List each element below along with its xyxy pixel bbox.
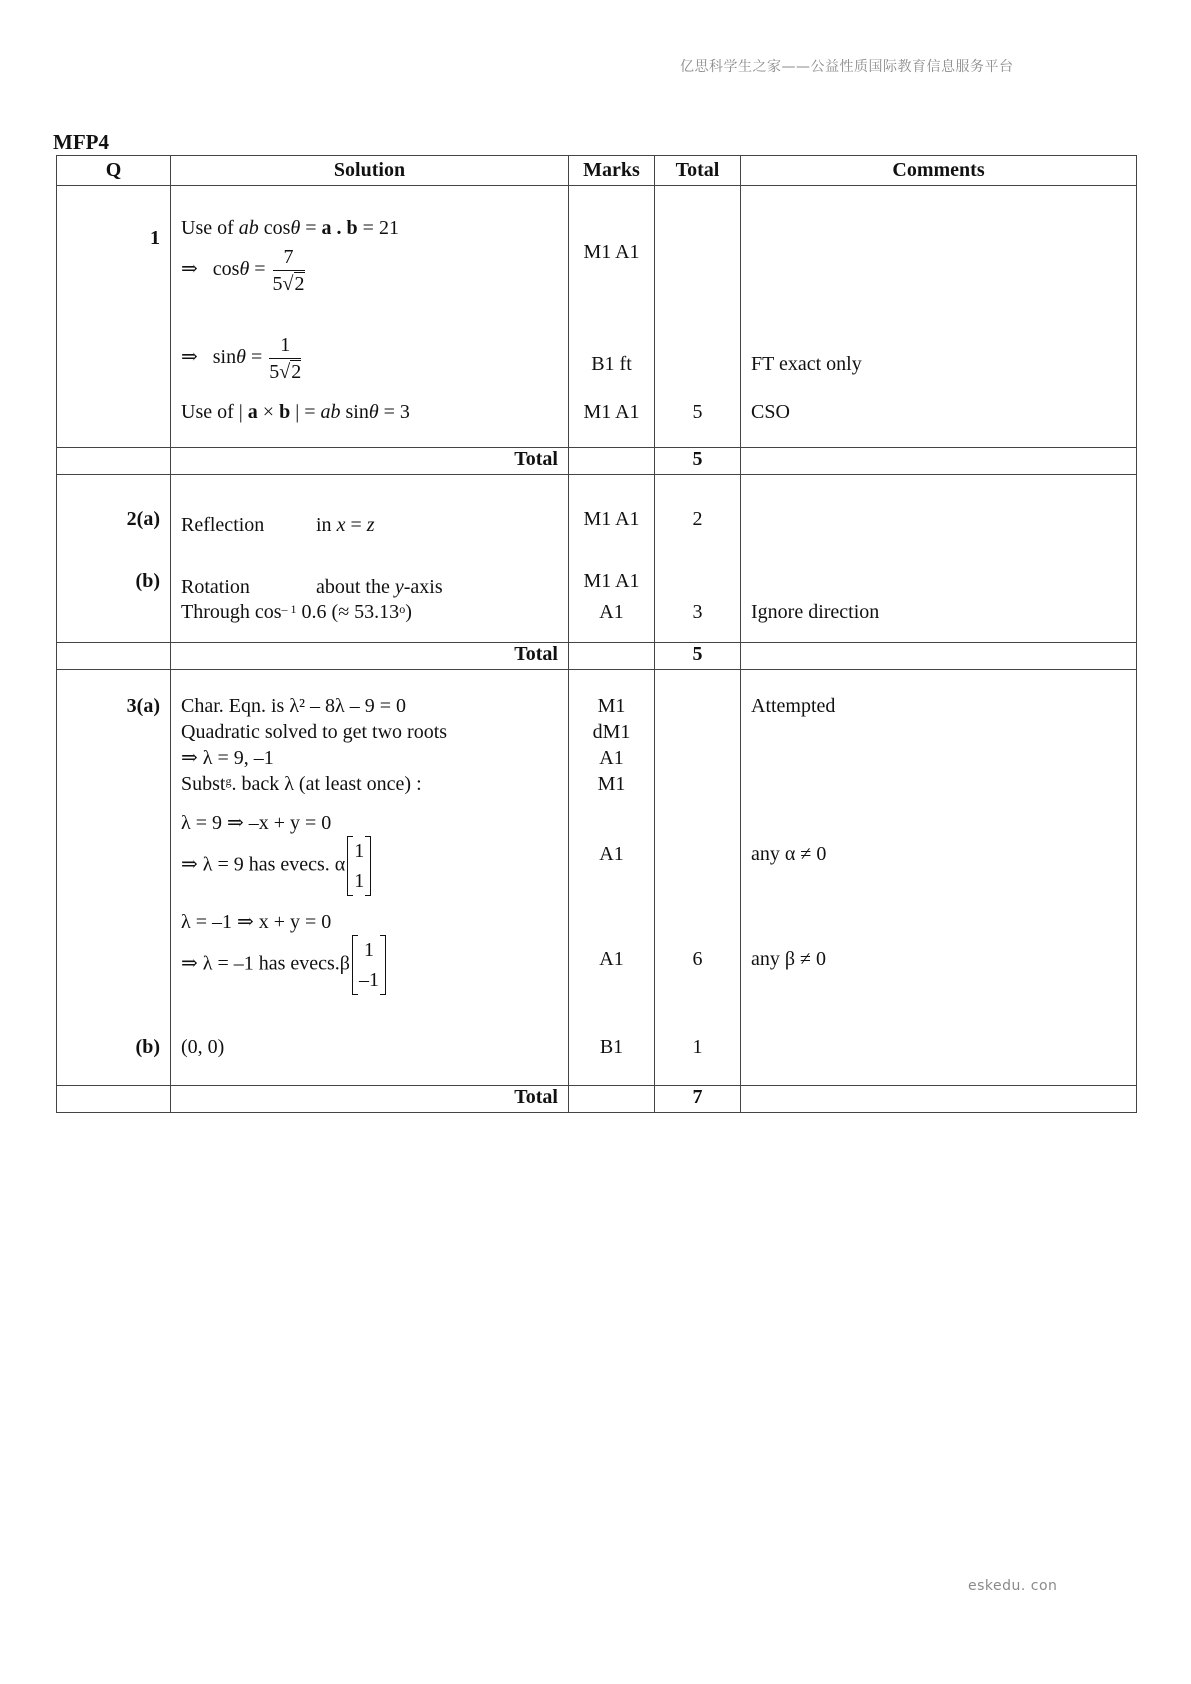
q3-comment-2: any α ≠ 0 <box>751 843 827 865</box>
question-3-row <box>57 670 1137 1086</box>
q3-total-row-marks <box>569 1086 655 1113</box>
q3-line1: Char. Eqn. is λ² – 8λ – 9 = 0 <box>181 695 406 717</box>
header-row <box>57 156 1137 186</box>
q3b-answer: (0, 0) <box>181 1036 225 1058</box>
header-q: Q <box>57 156 171 186</box>
q3a-total: 6 <box>692 948 703 970</box>
q3b-number: (b) <box>135 1036 160 1058</box>
q1-number-cell <box>57 186 171 448</box>
q3-marks-2: dM1 <box>592 721 631 743</box>
header-total: Total <box>655 156 741 186</box>
q2-section-total: 5 <box>655 643 741 670</box>
q3-line7: λ = –1 ⇒ x + y = 0 <box>181 911 332 933</box>
q2b-text: Rotation <box>181 576 250 598</box>
q3-total-row-q <box>57 1086 171 1113</box>
q3-line4: Subst$^g$. back λ (at least once) : <box>181 773 422 795</box>
q2b-total: 3 <box>692 601 703 623</box>
q3-marks-6: A1 <box>599 948 624 970</box>
q2-total-row-q <box>57 643 171 670</box>
header-solution: Solution <box>171 156 569 186</box>
q1-total-row-marks <box>569 448 655 475</box>
header-marks: Marks <box>569 156 655 186</box>
q3-line3: ⇒ λ = 9, –1 <box>181 747 274 769</box>
q1-total-label: Total <box>171 448 569 475</box>
q1-total-row <box>57 448 1137 475</box>
q3-comment-3: any β ≠ 0 <box>751 948 827 970</box>
q1-total-row-comments <box>741 448 1137 475</box>
q1-comments-cell <box>741 186 1137 448</box>
q2-number-cell <box>57 475 171 643</box>
q3-comment-1: Attempted <box>751 695 836 717</box>
q2a-text: Reflection <box>181 514 265 536</box>
q2b-number: (b) <box>135 570 160 592</box>
q3-line2: Quadratic solved to get two roots <box>181 721 448 743</box>
question-2-row <box>57 475 1137 643</box>
q1-line4: Use of | a × b | = ab sinθ = 3 <box>181 401 410 423</box>
q3-marks-1: M1 <box>597 695 626 717</box>
q1-marks-2: B1 ft <box>591 353 632 375</box>
q2-total-cell <box>655 475 741 643</box>
q2a-marks: M1 A1 <box>583 508 640 530</box>
q1-total: 5 <box>692 401 703 423</box>
mark-scheme-table <box>56 155 1137 1113</box>
q2-marks-cell <box>569 475 655 643</box>
q3-marks-4: M1 <box>597 773 626 795</box>
q3-number-cell <box>57 670 171 1086</box>
q3-total-row-comments <box>741 1086 1137 1113</box>
q3-line6: ⇒ λ = 9 has evecs. α 1 1 <box>181 836 371 896</box>
header-watermark: 亿思科学生之家——公益性质国际教育信息服务平台 <box>680 59 1014 75</box>
q3-section-total: 7 <box>655 1086 741 1113</box>
q3-marks-5: A1 <box>599 843 624 865</box>
q1-comment-2: CSO <box>751 401 790 423</box>
q1-section-total: 5 <box>655 448 741 475</box>
q2b-comment: Ignore direction <box>751 601 880 623</box>
q1-marks-cell <box>569 186 655 448</box>
q2b-marks-2: A1 <box>599 601 624 623</box>
q2-total-row <box>57 643 1137 670</box>
q2a-number: 2(a) <box>126 508 160 530</box>
q1-number: 1 <box>150 227 160 249</box>
q3-line5: λ = 9 ⇒ –x + y = 0 <box>181 812 332 834</box>
q1-comment-1: FT exact only <box>751 353 862 375</box>
eigenvector-matrix-2: 1 –1 <box>352 935 386 995</box>
q3a-number: 3(a) <box>126 695 160 717</box>
q2-comments-cell <box>741 475 1137 643</box>
document-code: MFP4 <box>53 130 109 154</box>
header-comments: Comments <box>741 156 1137 186</box>
q3b-total: 1 <box>692 1036 703 1058</box>
q3-marks-cell <box>569 670 655 1086</box>
q3-line8: ⇒ λ = –1 has evecs.β 1 –1 <box>181 935 386 995</box>
q1-marks-1: M1 A1 <box>583 241 640 263</box>
q3b-marks: B1 <box>599 1036 624 1058</box>
q1-marks-3: M1 A1 <box>583 401 640 423</box>
q2-total-row-comments <box>741 643 1137 670</box>
q3-total-row <box>57 1086 1137 1113</box>
q1-total-cell <box>655 186 741 448</box>
q3-total-label: Total <box>171 1086 569 1113</box>
q2-total-row-marks <box>569 643 655 670</box>
q3-total-cell <box>655 670 741 1086</box>
eigenvector-matrix-1: 1 1 <box>347 836 371 896</box>
q2b-axis: about the y-axis <box>316 576 443 598</box>
q2-solution-cell <box>171 475 569 643</box>
q1-line3: ⇒ sinθ = $\frac{1}{5√2}$ <box>181 334 302 383</box>
q1-line1: Use of ab cosθ = a . b = 21 <box>181 217 399 239</box>
q2b-marks-1: M1 A1 <box>583 570 640 592</box>
q3-solution-cell <box>171 670 569 1086</box>
q3-comments-cell <box>741 670 1137 1086</box>
q3-marks-3: A1 <box>599 747 624 769</box>
q2a-math: in x = z <box>316 514 375 536</box>
question-1-row <box>57 186 1137 448</box>
q2-total-label: Total <box>171 643 569 670</box>
q1-solution-cell <box>171 186 569 448</box>
q2a-total: 2 <box>692 508 703 530</box>
footer-watermark: eskedu. con <box>968 1578 1058 1594</box>
q1-line2: ⇒ cosθ = $\frac{7}{5√2}$ <box>181 246 305 295</box>
q1-total-row-q <box>57 448 171 475</box>
q2b-angle: Through $\cos^{- 1} 0.6$ (≈ $53.13^o$) <box>181 601 412 623</box>
